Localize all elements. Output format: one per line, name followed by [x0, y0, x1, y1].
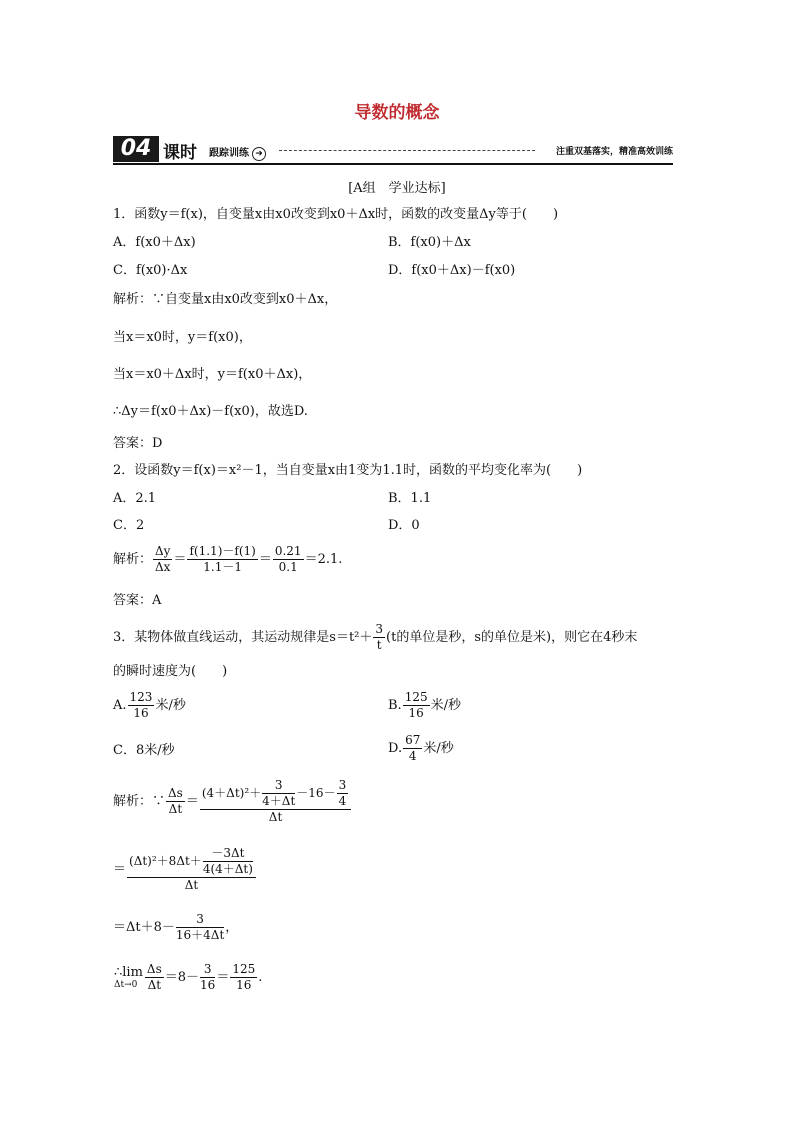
q3-s1-inner-frac-2	[337, 778, 349, 809]
q3-s3-den: 16＋4Δt	[175, 928, 225, 942]
q3-opt-d-unit: 米/秒	[423, 741, 454, 756]
tracking-label	[209, 144, 266, 161]
q3-opt-b-prefix: B.	[388, 698, 402, 713]
q2-option-b: B．1.1	[388, 491, 432, 506]
q1-solution-line-3: 当x＝x0＋Δx时，y＝f(x0＋Δx)，	[113, 367, 312, 382]
group-label: [A组 学业达标]	[348, 181, 446, 196]
q3-s1-big-num	[200, 778, 351, 810]
q3-s1-eq: ＝	[185, 794, 199, 809]
q3-s4-f1	[145, 962, 164, 993]
q3-opt-b-fraction	[403, 690, 430, 721]
q3-solution-line-1	[113, 778, 352, 825]
q3-s1-den: Δt	[168, 802, 183, 816]
q3-stem-frac-num: 3	[375, 622, 384, 636]
banner-dash-divider	[279, 150, 535, 151]
q3-stem-b: (t的单位是秒，s的单位是米)，则它在4秒末	[386, 630, 638, 645]
q3-sol-ds-dt	[166, 786, 185, 817]
q3-s1-big-fraction	[200, 778, 351, 825]
q3-s1-inner-1-den: 4＋Δt	[262, 794, 296, 808]
q2-option-d: D．0	[388, 518, 420, 533]
q3-opt-b-unit: 米/秒	[430, 698, 461, 713]
q3-s2-num-a: (Δt)²＋8Δt＋	[129, 854, 202, 868]
q3-s3-a: ＝Δt＋8－	[113, 920, 175, 935]
q2-fraction-values	[187, 544, 257, 575]
q3-opt-a-fraction	[128, 690, 155, 721]
q3-stem-line-1	[113, 622, 637, 653]
q3-s4-f3	[230, 962, 257, 993]
q3-s4-lim-sub: Δt→0	[114, 980, 138, 990]
banner-rule	[113, 163, 673, 165]
q2-f2-num: f(1.1)－f(1)	[189, 544, 256, 558]
q3-s4-f2	[200, 962, 215, 993]
q3-s2-inner-den: 4(4＋Δt)	[202, 862, 253, 876]
q2-solution-prefix: 解析：	[113, 552, 153, 567]
q1-option-b: B．f(x0)＋Δx	[388, 235, 471, 250]
q2-option-a: A．2.1	[113, 491, 157, 506]
q3-s4-f1-den: Δt	[147, 978, 162, 992]
q2-eq-3: ＝2.1.	[304, 552, 343, 567]
q3-s1-inner-2-num: 3	[338, 778, 347, 792]
q1-answer: 答案：D	[113, 436, 163, 451]
q2-eq-2: ＝	[258, 552, 272, 567]
q2-f2-den: 1.1－1	[203, 560, 243, 574]
page-title: 导数的概念	[354, 103, 440, 123]
q3-s1-big-num-a: (4＋Δt)²＋	[201, 786, 262, 800]
q3-opt-d-num: 67	[405, 733, 421, 747]
q3-s4-f3-num: 125	[232, 962, 256, 976]
q2-solution	[113, 544, 342, 575]
q3-s4-lim-word: ∴lim	[114, 965, 143, 980]
q2-f1-den: Δx	[155, 560, 171, 574]
q3-s1-inner-frac-1	[262, 778, 295, 809]
circle-arrow-icon: ➜	[252, 147, 266, 161]
q3-s4-f3-den: 16	[236, 978, 252, 992]
q1-solution-line-1: 解析：∵自变量x由x0改变到x0＋Δx，	[113, 292, 338, 307]
q2-f1-num: Δy	[155, 544, 171, 558]
q3-s4-c: ＝	[216, 970, 230, 985]
q2-stem: 2．设函数y＝f(x)＝x²－1，当自变量x由1变为1.1时，函数的平均变化率为( )	[113, 463, 583, 478]
q1-option-d: D．f(x0＋Δx)－f(x0)	[388, 263, 516, 278]
q3-s2-big-fraction	[127, 846, 256, 893]
q3-s1-inner-1-num: 3	[262, 778, 295, 794]
lesson-label: 课时	[163, 143, 197, 163]
q3-s4-f2-num: 3	[200, 962, 215, 978]
q3-s1-big-num-b: －16－	[296, 786, 336, 800]
q3-opt-d-fraction	[403, 733, 422, 764]
q3-option-a	[113, 690, 186, 721]
q2-eq-1: ＝	[173, 552, 187, 567]
q3-s3-b: ，	[225, 920, 239, 935]
banner-slogan: 注重双基落实，精准高效训练	[555, 147, 673, 157]
q3-solution-line-2	[113, 846, 257, 893]
q3-opt-d-den: 4	[408, 749, 417, 763]
q3-s2-big-den: Δt	[184, 878, 199, 892]
q3-option-c: C．8米/秒	[113, 743, 175, 758]
q1-option-c: C．f(x0)·Δx	[113, 263, 188, 278]
q1-option-a: A．f(x0＋Δx)	[113, 235, 196, 250]
q3-s1-num: Δs	[168, 786, 183, 800]
q3-option-b	[388, 690, 461, 721]
q3-opt-d-prefix: D.	[388, 741, 403, 756]
q3-option-d	[388, 733, 454, 764]
q2-f3-den: 0.1	[278, 560, 298, 574]
q3-opt-a-unit: 米/秒	[155, 698, 186, 713]
q3-s2-eq: ＝	[113, 862, 127, 877]
q1-solution-line-2: 当x＝x0时，y＝f(x0)，	[113, 330, 252, 345]
q3-solution-line-4	[113, 962, 262, 993]
q3-stem-a: 3．某物体做直线运动，其运动规律是s＝t²＋	[113, 630, 373, 645]
q3-s4-f1-num: Δs	[146, 962, 162, 976]
q3-s2-inner-frac	[203, 846, 253, 877]
q2-fraction-dy-dx	[153, 544, 172, 575]
q3-s2-big-num	[127, 846, 256, 878]
q3-s2-inner-num: －3Δt	[203, 846, 253, 862]
q3-stem-frac-den: t	[376, 638, 382, 652]
q3-s1-inner-2-den: 4	[338, 794, 347, 808]
q3-solution-line-3	[113, 912, 238, 943]
q3-s4-d: .	[258, 970, 263, 985]
q3-stem-fraction	[373, 622, 385, 653]
q3-s4-lim	[114, 965, 143, 990]
q2-option-c: C．2	[113, 518, 145, 533]
q3-opt-b-den: 16	[408, 706, 424, 720]
q3-opt-a-num: 123	[129, 690, 153, 704]
lesson-number: 04	[113, 136, 159, 162]
q3-s1-big-den: Δt	[268, 810, 283, 824]
q3-s3-fraction	[176, 912, 224, 943]
q3-s3-num: 3	[176, 912, 224, 928]
q2-f3-num: 0.21	[274, 544, 302, 558]
q3-s4-b: ＝8－	[164, 970, 200, 985]
q3-stem-line-2: 的瞬时速度为( )	[113, 664, 228, 679]
q3-opt-a-den: 16	[133, 706, 149, 720]
q3-opt-a-prefix: A.	[113, 698, 127, 713]
q1-stem: 1．函数y＝f(x)，自变量x由x0改变到x0＋Δx时，函数的改变量Δy等于( )	[113, 207, 559, 222]
q2-answer: 答案：A	[113, 593, 162, 608]
tracking-text: 跟踪训练	[209, 148, 249, 159]
q3-s4-f2-den: 16	[200, 978, 216, 992]
q2-fraction-result	[273, 544, 304, 575]
lesson-banner	[113, 136, 673, 166]
q3-opt-b-num: 125	[404, 690, 428, 704]
q1-solution-line-4: ∴Δy＝f(x0＋Δx)－f(x0)，故选D.	[113, 404, 308, 419]
q3-sol-prefix: 解析：∵	[113, 794, 166, 809]
